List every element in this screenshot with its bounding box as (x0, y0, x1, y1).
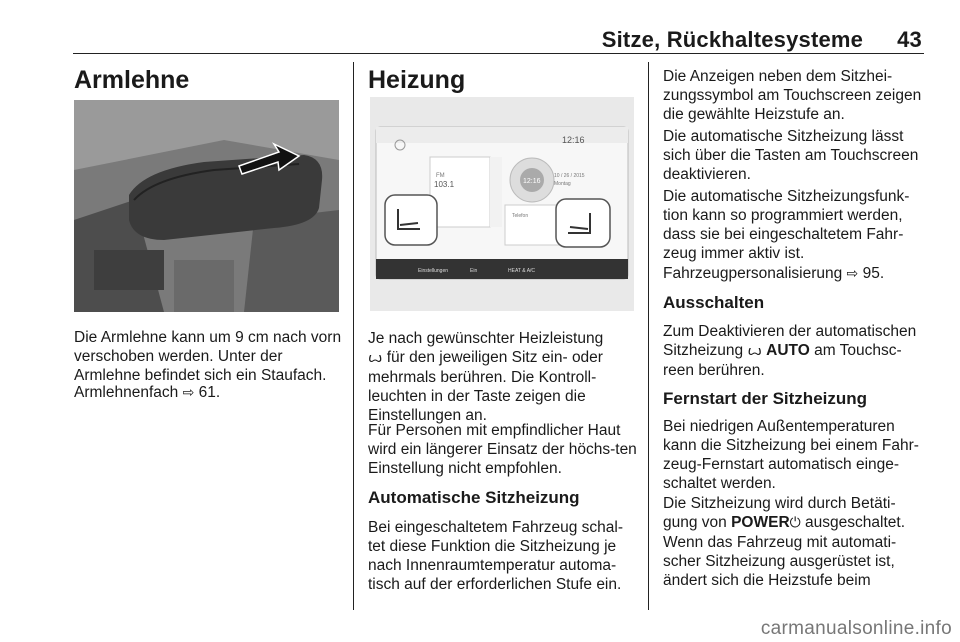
armrest-image (74, 100, 339, 312)
reference-page[interactable]: 95. (862, 265, 885, 282)
page-number: 43 (897, 27, 922, 52)
screen-bottom-item-1: Einstellungen (418, 268, 449, 274)
power-text-a: Die Sitzheizung wird durch Betäti-gung von (663, 495, 896, 531)
header-rule (73, 53, 924, 54)
reference-page[interactable]: 61. (198, 384, 221, 401)
col3-paragraph-2: Die automatische Sitzheizung lässt sich über die Tasten am Touchscreen deaktivieren. (663, 128, 919, 183)
screen-station: FM (436, 173, 445, 179)
screen-frequency: 103.1 (434, 180, 455, 189)
heading-fernstart: Fernstart der Sitzheizung (663, 389, 868, 408)
col3-reference (663, 264, 928, 284)
screen-bottom-item-2: Ein (470, 268, 478, 274)
heading-armlehne: Armlehne (74, 66, 190, 94)
power-label: POWER (731, 514, 790, 531)
ref-arrow-icon: ⇨ (182, 385, 195, 401)
power-icon: ⏻ (789, 515, 801, 531)
col3-paragraph-5 (663, 322, 928, 380)
ref-arrow-icon: ⇨ (846, 266, 859, 282)
auto-label: AUTO (766, 342, 810, 359)
reference-label: Armlehnenfach (74, 384, 179, 401)
seat-heat-icon: ꙍ (368, 350, 383, 366)
col3-paragraph-6: Bei niedrigen Außentemperaturen kann die Sitzheizung bei einem Fahr-zeug-Fernstart automatisch einge-schaltet werden. (663, 418, 919, 492)
off-text-b: am Touchsc-reen berühren. (663, 342, 902, 379)
armrest-reference (74, 383, 346, 403)
column-divider-2 (648, 62, 649, 610)
armrest-paragraph: Die Armlehne kann um 9 cm nach vorn verschoben werden. Unter der Armlehne befindet sich ein Staufach. (74, 329, 342, 384)
section-title: Sitze, Rückhaltesysteme (601, 27, 864, 52)
col3-paragraph-7 (663, 494, 928, 590)
screen-phone: Telefon (512, 213, 529, 219)
column-divider-1 (353, 62, 354, 610)
touchscreen-image (370, 97, 634, 311)
heating-paragraph-1 (368, 329, 640, 425)
page-header (602, 27, 922, 53)
screen-day: Montag (554, 181, 571, 187)
screen-clock: 12:16 (523, 178, 541, 185)
col3-paragraph-1: Die Anzeigen neben dem Sitzhei-zungssymbol am Touchscreen zeigen die gewählte Heizstufe an. (663, 68, 922, 123)
screen-date: 10 / 26 / 2015 (554, 173, 585, 179)
screen-bottom-item-3: HEAT & A/C (508, 268, 536, 274)
off-text-a: Zum Deaktivieren der automatischen Sitzheizung (663, 323, 917, 359)
seat-heat-icon: ꙍ (747, 343, 762, 359)
heating-paragraph-2: Für Personen mit empfindlicher Haut wird ein längerer Einsatz der höchs-ten Einstellung nicht empfohlen. (368, 422, 637, 477)
watermark: carmanualsonline.info (760, 618, 952, 639)
heating-text-b: für den jeweiligen Sitz ein- oder mehrmals berühren. Die Kontroll-leuchten in der Taste zeigen die Einstellungen an. (368, 349, 603, 424)
heating-paragraph-3: Bei eingeschaltetem Fahrzeug schal-tet diese Funktion die Sitzheizung je nach Innenraumtemperatur automa-tisch auf der erforderlichen Stufe ein. (368, 519, 624, 593)
heading-heizung: Heizung (368, 66, 466, 94)
heading-ausschalten: Ausschalten (663, 293, 765, 312)
reference-label: Fahrzeugpersonalisierung (663, 265, 843, 282)
heating-text-a: Je nach gewünschter Heizleistung (368, 330, 604, 347)
power-text-b: ausgeschaltet. Wenn das Fahrzeug mit automati-scher Sitzheizung ausgerüstet ist, ändert sich die Heizstufe beim (663, 514, 906, 589)
screen-time: 12:16 (562, 135, 585, 145)
heading-auto-seat-heat: Automatische Sitzheizung (368, 488, 580, 507)
col3-paragraph-3: Die automatische Sitzheizungsfunk-tion kann so programmiert werden, dass sie bei eingeschaltetem Fahr-zeug immer aktiv ist. (663, 188, 910, 262)
